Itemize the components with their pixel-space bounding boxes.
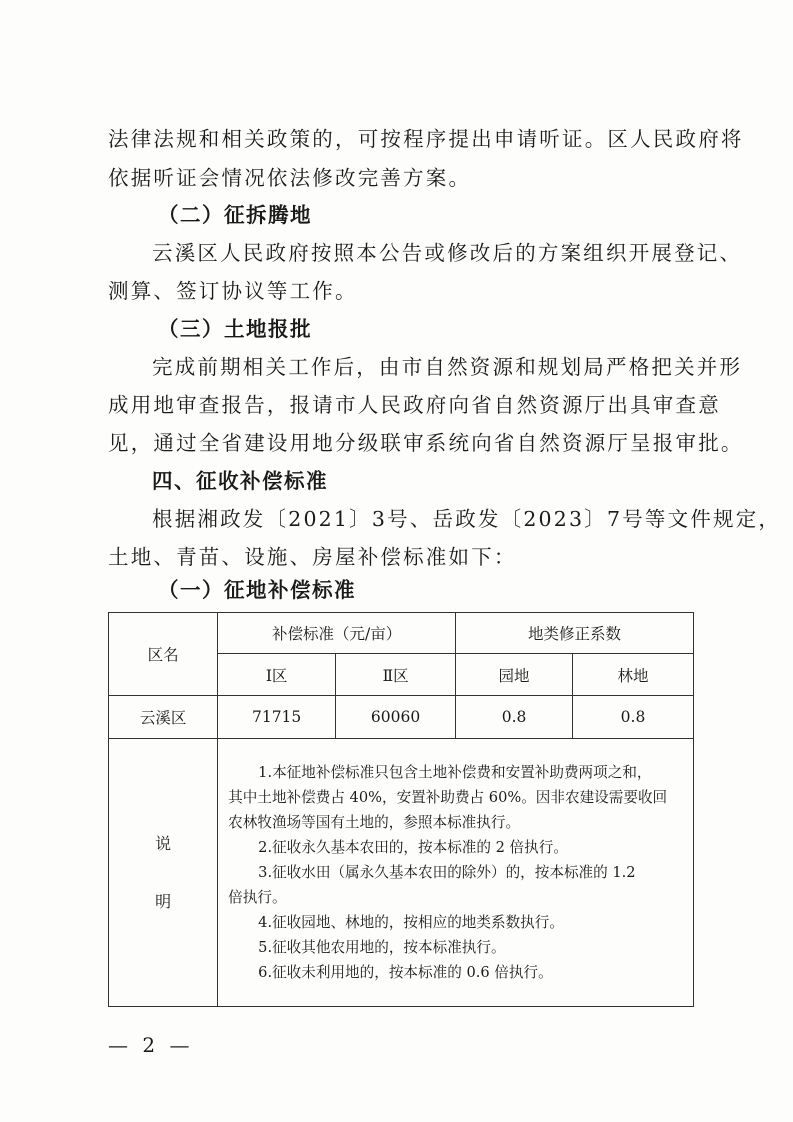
paragraph-line: 见，通过全省建设用地分级联审系统向省自然资源厅呈报审批。 — [108, 431, 744, 455]
note-line: 倍执行。 — [228, 889, 287, 906]
notes-label-2: 明 — [155, 891, 172, 911]
paragraph-line: 测算、签订协议等工作。 — [108, 279, 358, 303]
cell-zone-2: 60060 — [336, 696, 456, 739]
section-heading: 四、征收补偿标准 — [152, 469, 328, 493]
section-heading: （一）征地补偿标准 — [158, 578, 356, 602]
notes-row — [109, 739, 694, 1007]
section-heading: （三）土地报批 — [158, 317, 312, 341]
header-standard: 补偿标准（元/亩） — [218, 613, 456, 654]
paragraph-line: 根据湘政发〔2021〕3号、岳政发〔2023〕7号等文件规定， — [152, 507, 782, 531]
paragraph-line: 完成前期相关工作后，由市自然资源和规划局严格把关并形 — [152, 355, 743, 379]
table-row — [109, 696, 694, 739]
note-line: 2.征收永久基本农田的，按本标准的 2 倍执行。 — [258, 839, 568, 856]
cell-garden: 0.8 — [456, 696, 573, 739]
paragraph-line: 法律法规和相关政策的，可按程序提出申请听证。区人民政府将 — [108, 127, 744, 151]
section-heading: （二）征拆腾地 — [158, 203, 312, 227]
cell-area: 云溪区 — [109, 696, 218, 739]
note-line: 5.征收其他农用地的，按本标准执行。 — [258, 939, 506, 956]
header-area-name: 区名 — [109, 613, 218, 696]
cell-zone-1: 71715 — [218, 696, 336, 739]
note-line: 6.征收未利用地的，按本标准的 0.6 倍执行。 — [258, 964, 553, 981]
notes-cell — [218, 739, 694, 1007]
page-number: — 2 — — [108, 1033, 194, 1057]
cell-forest: 0.8 — [573, 696, 694, 739]
note-line: 1.本征地补偿标准只包含土地补偿费和安置补助费两项之和， — [258, 764, 652, 781]
notes-label-cell — [109, 739, 218, 1007]
note-line: 农林牧渔场等国有土地的，参照本标准执行。 — [228, 814, 521, 831]
compensation-table — [108, 612, 694, 1007]
header-zone-2: Ⅱ区 — [336, 654, 456, 696]
notes-label-1: 说 — [155, 833, 172, 853]
header-garden: 园地 — [456, 654, 573, 696]
note-line: 其中土地补偿费占 40%，安置补助费占 60%。因非农建设需要收回 — [228, 789, 668, 806]
paragraph-line: 成用地审查报告，报请市人民政府向省自然资源厅出具审查意 — [108, 393, 721, 417]
header-zone-1: Ⅰ区 — [218, 654, 336, 696]
header-factor: 地类修正系数 — [456, 613, 694, 654]
header-forest: 林地 — [573, 654, 694, 696]
paragraph-line: 云溪区人民政府按照本公告或修改后的方案组织开展登记、 — [152, 241, 743, 265]
paragraph-line: 土地、青苗、设施、房屋补偿标准如下： — [108, 545, 517, 569]
note-line: 4.征收园地、林地的，按相应的地类系数执行。 — [258, 914, 564, 931]
paragraph-line: 依据听证会情况依法修改完善方案。 — [108, 166, 472, 190]
note-line: 3.征收水田（属永久基本农田的除外）的，按本标准的 1.2 — [258, 864, 636, 881]
